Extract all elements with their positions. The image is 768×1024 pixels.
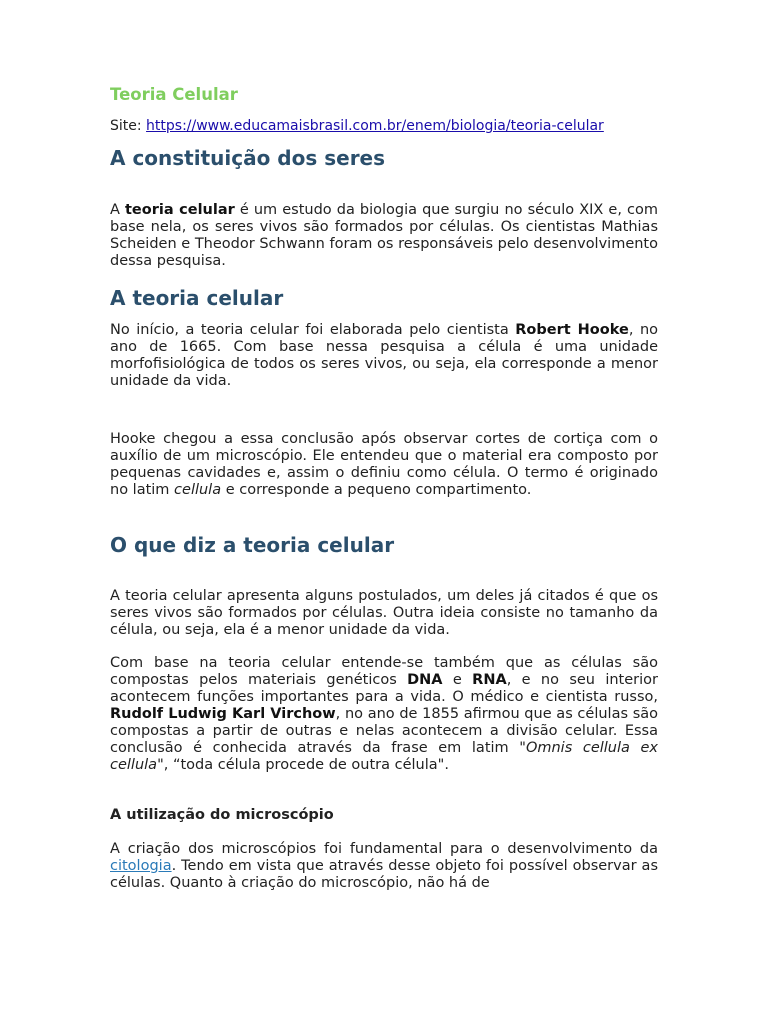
citologia-link[interactable]: citologia: [110, 858, 172, 874]
paragraph-constituicao: A teoria celular é um estudo da biologia que surgiu no século XIX e, com base nela, os seres vivos são formados por células. Os cientistas Mathias Scheiden e Theodor Schwann foram os responsáveis pelo desenvolvimento dessa pesquisa.: [110, 202, 658, 269]
document-title: Teoria Celular: [110, 85, 238, 104]
section-heading-o-que-diz: O que diz a teoria celular: [110, 533, 395, 557]
section-heading-teoria: A teoria celular: [110, 286, 284, 310]
paragraph-hooke-intro: No início, a teoria celular foi elaborada pelo cientista Robert Hooke, no ano de 1665. Com base nessa pesquisa a célula é uma unidade morfofisiológica de todos os seres vivos, ou seja, ela corresponde a menor unidade da vida.: [110, 322, 659, 389]
site-label: Site:: [110, 118, 147, 134]
paragraph-postulados: A teoria celular apresenta alguns postulados, um deles já citados é que os seres vivos são formados por células. Outra ideia consiste no tamanho da célula, ou seja, ela é a menor unidade da vida.: [110, 588, 658, 638]
site-link[interactable]: https://www.educamaisbrasil.com.br/enem/biologia/teoria-celular: [146, 118, 604, 134]
paragraph-hooke-conclusao: Hooke chegou a essa conclusão após observar cortes de cortiça com o auxílio de um microscópio. Ele entendeu que o material era composto por pequenas cavidades e, assim o definiu como célula. O termo é originado no latim cellula e corresponde a pequeno compartimento.: [110, 431, 658, 498]
site-line: [110, 116, 658, 136]
paragraph-microscopio: A criação dos microscópios foi fundamental para o desenvolvimento da citologia. Tendo em vista que através desse objeto foi possível observar as células. Quanto à criação do microscópio, não há de: [110, 841, 658, 891]
section-heading-constituicao: A constituição dos seres: [110, 146, 386, 170]
document-body: [110, 84, 658, 892]
paragraph-virchow: Com base na teoria celular entende-se também que as células são compostas pelos materiais genéticos DNA e RNA, e no seu interior acontecem funções importantes para a vida. O médico e cientista russo, Rudolf Ludwig Karl Virchow, no ano de 1855 afirmou que as células são compostas a partir de outras e nelas acontecem a divisão celular. Essa conclusão é conhecida através da frase em latim "Omnis cellula ex cellula", “toda célula procede de outra célula".: [110, 655, 658, 773]
section-heading-microscopio: A utilização do microscópio: [110, 807, 334, 823]
